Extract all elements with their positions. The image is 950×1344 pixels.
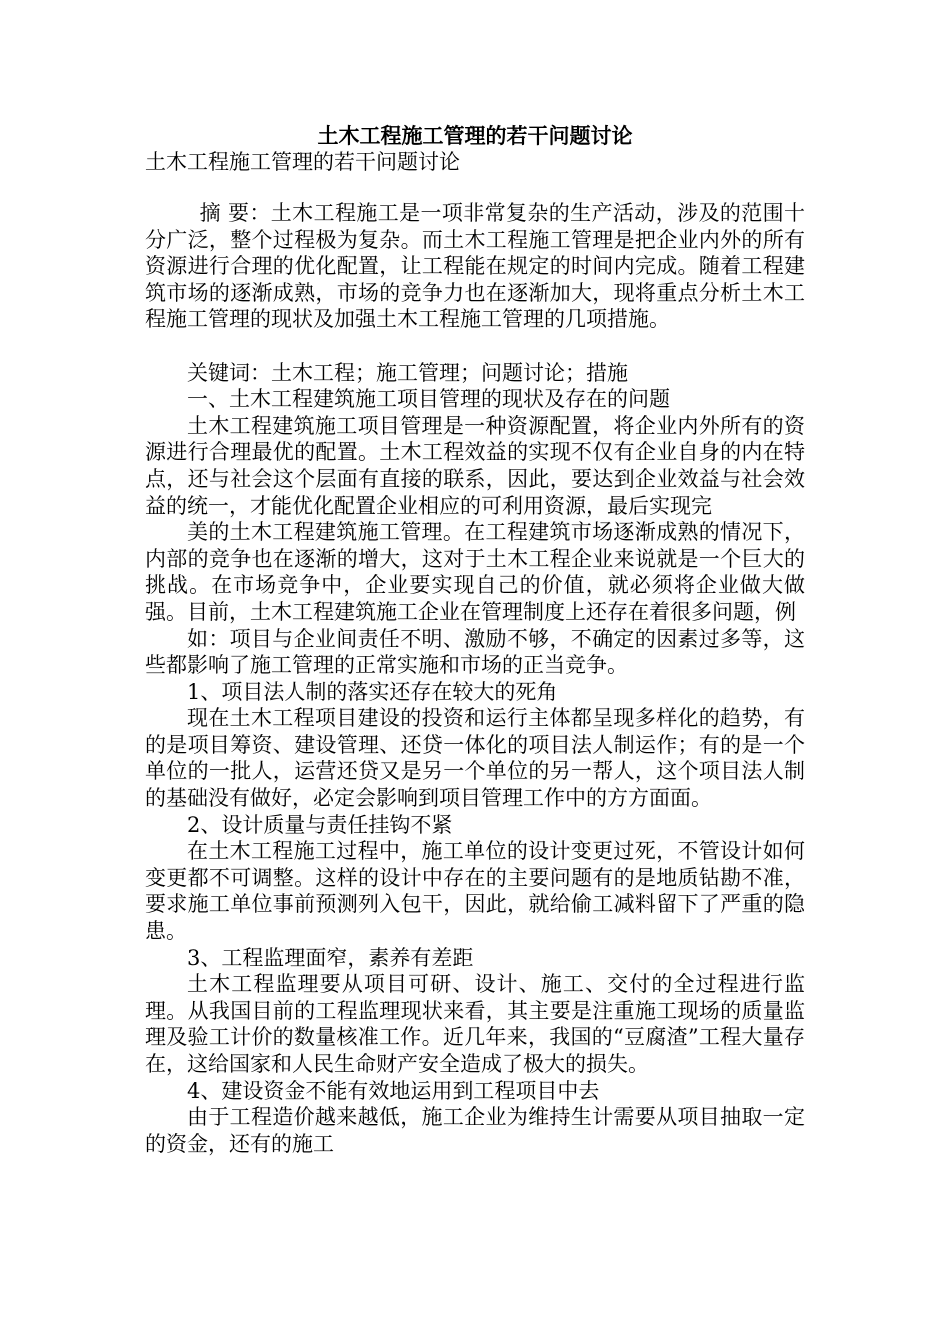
body-paragraph: 美的土木工程建筑施工管理。在工程建筑市场逐渐成熟的情况下，内部的竞争也在逐渐的增大，这对于土木工程企业来说就是一个巨大的挑战。在市场竞争中，企业要实现自己的价值，就必须将企业做大做强。目前，土木工程建筑施工企业在管理制度上还存在着很多问题，例 <box>145 520 805 624</box>
document-subtitle: 土木工程施工管理的若干问题讨论 <box>145 150 460 174</box>
body-paragraph: 如：项目与企业间责任不明、激励不够，不确定的因素过多等，这些都影响了施工管理的正常实施和市场的正当竞争。 <box>145 626 805 678</box>
body-paragraph: 在土木工程施工过程中，施工单位的设计变更过死，不管设计如何变更都不可调整。这样的设计中存在的主要问题有的是地质钻勘不准，要求施工单位事前预测列入包干，因此，就给偷工减料留下了严重的隐患。 <box>145 839 805 944</box>
body-paragraph: 由于工程造价越来越低，施工企业为维持生计需要从项目抽取一定的资金，还有的施工 <box>145 1105 805 1156</box>
body-paragraph: 土木工程监理要从项目可研、设计、施工、交付的全过程进行监理。从我国目前的工程监理现状来看，其主要是注重施工现场的质量监理及验工计价的数量核准工作。近几年来，我国的“豆腐渣”工程大量存在，这给国家和人民生命财产安全造成了极大的损失。 <box>145 972 805 1076</box>
abstract-paragraph: 摘 要：土木工程施工是一项非常复杂的生产活动，涉及的范围十分广泛，整个过程极为复杂。而土木工程施工管理是把企业内外的所有资源进行合理的优化配置，让工程能在规定的时间内完成。随着工程建筑市场的逐渐成熟，市场的竞争力也在逐渐加大，现将重点分析土木工程施工管理的现状及加强土木工程施工管理的几项措施。 <box>145 201 805 332</box>
subsection-heading: 4、建设资金不能有效地运用到工程项目中去 <box>187 1078 600 1103</box>
subsection-heading: 3、工程监理面窄，素养有差距 <box>187 945 474 970</box>
subsection-heading: 2、设计质量与责任挂钩不紧 <box>187 812 453 837</box>
document-title: 土木工程施工管理的若干问题讨论 <box>317 123 633 148</box>
subsection-heading: 1、项目法人制的落实还存在较大的死角 <box>187 679 558 704</box>
keywords-line: 关键词：土木工程；施工管理；问题讨论；措施 <box>187 360 628 385</box>
body-paragraph: 土木工程建筑施工项目管理是一种资源配置，将企业内外所有的资源进行合理最优的配置。土木工程效益的实现不仅有企业自身的内在特点，还与社会这个层面有直接的联系，因此，要达到企业效益与社会效益的统一，才能优化配置企业相应的可利用资源，最后实现完 <box>145 413 805 518</box>
body-paragraph: 现在土木工程项目建设的投资和运行主体都呈现多样化的趋势，有的是项目筹资、建设管理、还贷一体化的项目法人制运作；有的是一个单位的一批人，运营还贷又是另一个单位的另一帮人，这个项目法人制的基础没有做好，必定会影响到项目管理工作中的方方面面。 <box>145 706 805 811</box>
section-heading: 一、土木工程建筑施工项目管理的现状及存在的问题 <box>187 387 670 412</box>
document-body <box>145 200 805 1157</box>
